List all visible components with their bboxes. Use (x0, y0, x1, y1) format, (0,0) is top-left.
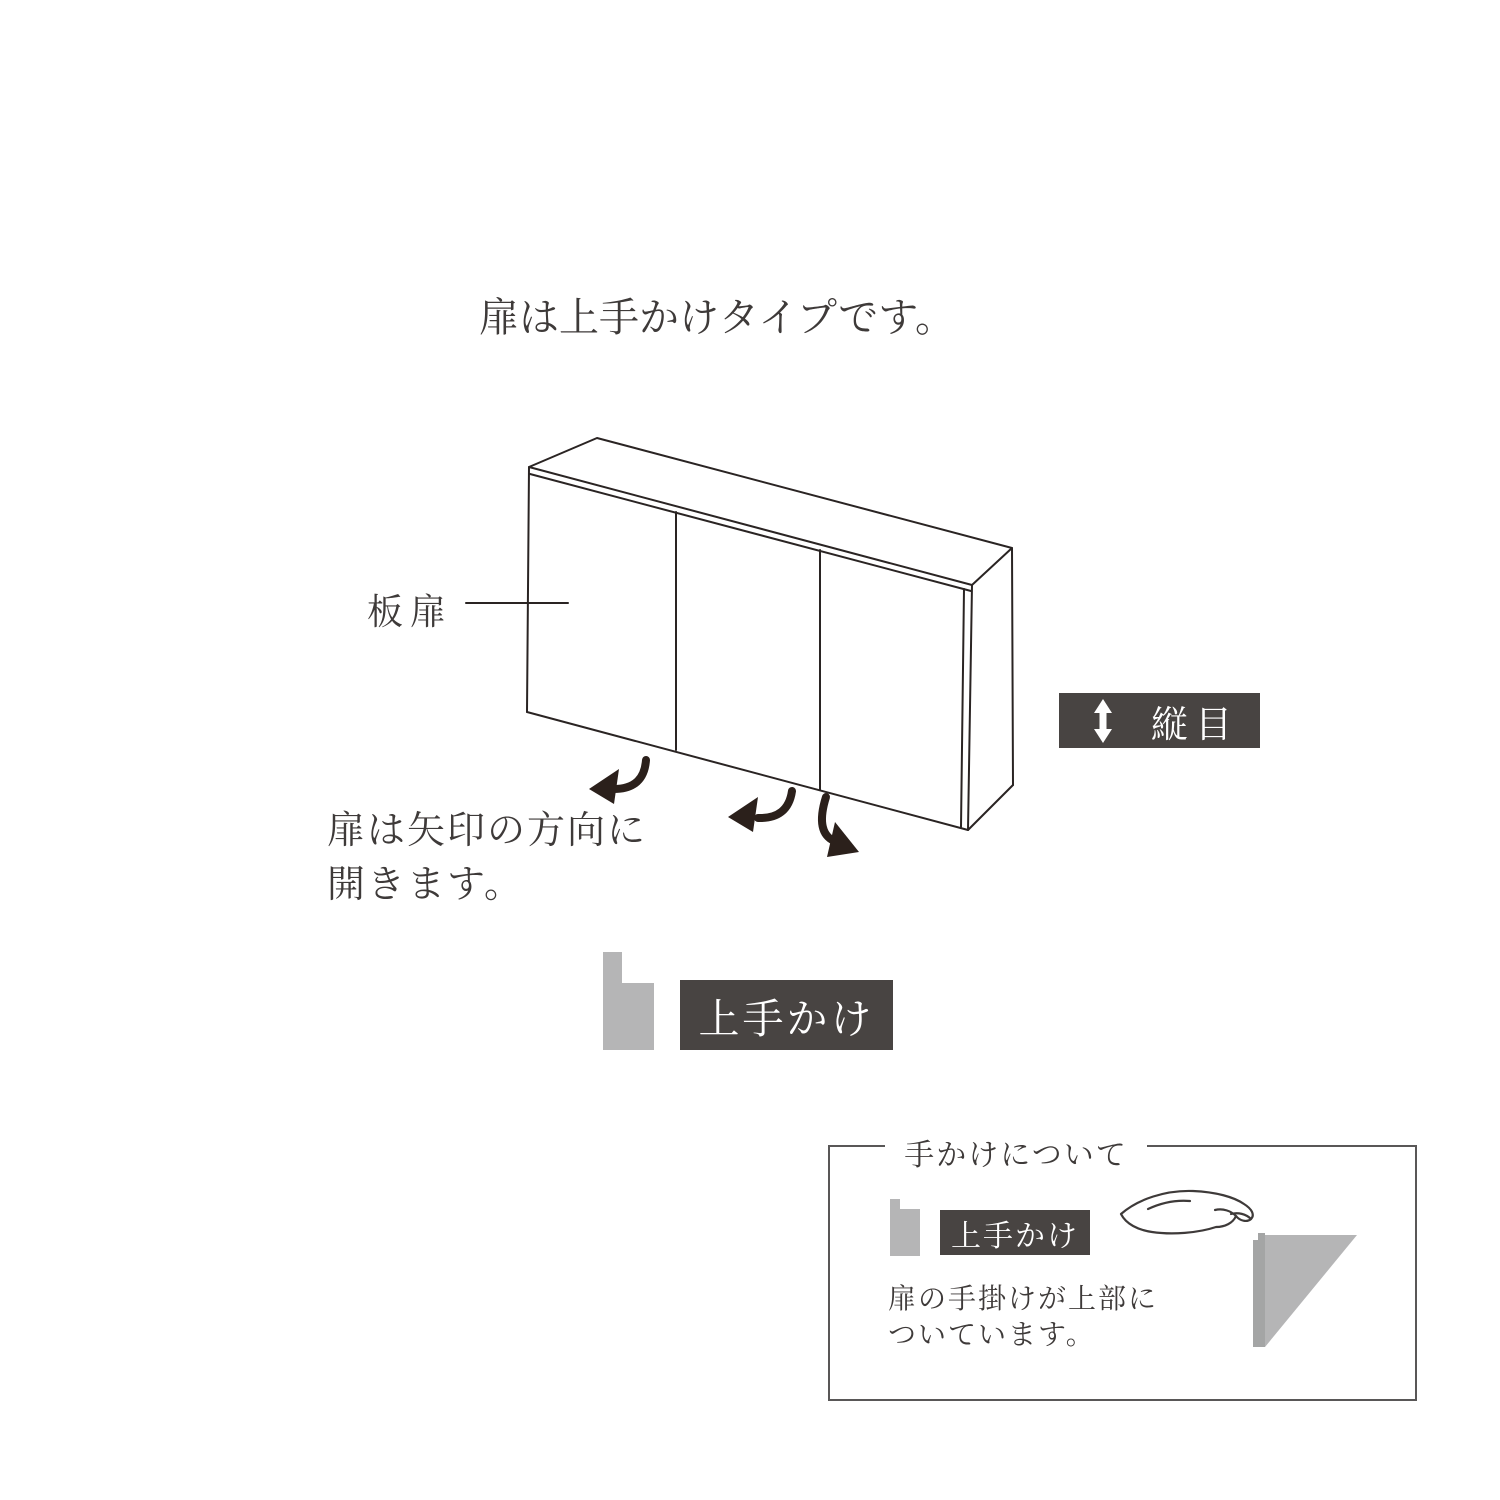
cabinet-left-edge (527, 467, 529, 712)
vertical-double-arrow-icon (1093, 698, 1113, 744)
page-title: 扉は上手かけタイプです。 (479, 296, 955, 340)
info-box-badge-label: 上手かけ (951, 1219, 1079, 1253)
info-box-title: 手かけについて (885, 1130, 1147, 1174)
door-edge-cross-section (1253, 1233, 1359, 1348)
info-box-handle-badge (940, 1210, 1090, 1255)
door-top-edge (530, 474, 971, 591)
cabinet-front-right-edge (968, 585, 972, 830)
open-direction-note (327, 804, 647, 912)
cabinet-back-right-edge (1012, 548, 1013, 785)
door-label: 板扉 (367, 591, 454, 632)
open-note-line2: 開きます。 (327, 864, 524, 906)
door-bar-section (1253, 1233, 1265, 1347)
curved-arrow-left-icon (728, 791, 792, 832)
info-desc-line2: ついています。 (888, 1319, 1096, 1350)
open-note-line1: 扉は矢印の方向に (327, 810, 648, 852)
info-box-description (888, 1281, 1158, 1353)
handle-badge-label: 上手かけ (698, 995, 875, 1042)
curved-arrow-right-icon (822, 797, 859, 857)
door-top-section-icon (890, 1199, 920, 1256)
info-desc-line1: 扉の手掛けが上部に (888, 1283, 1159, 1314)
grain-badge-label: 縦目 (1151, 703, 1239, 745)
curved-arrow-left-icon (589, 760, 646, 804)
grain-direction-badge (1059, 693, 1260, 748)
info-box (828, 1139, 1417, 1401)
cabinet-top-face (529, 438, 1012, 585)
handle-type-badge (680, 980, 893, 1050)
hand-icon (1118, 1187, 1268, 1251)
cabinet-body-section (1265, 1235, 1357, 1347)
door-top-section-icon (603, 952, 654, 1050)
cabinet-right-bottom-edge (968, 785, 1013, 830)
right-door-edge (961, 589, 964, 827)
